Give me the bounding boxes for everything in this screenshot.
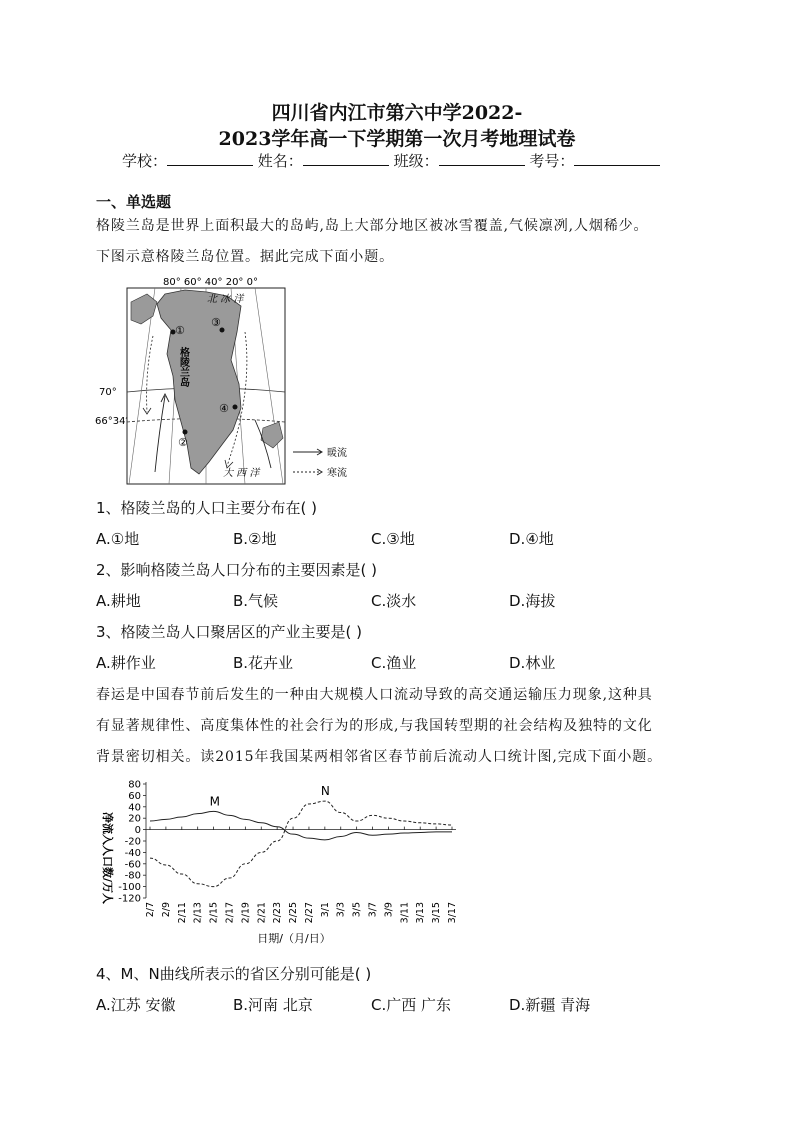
passage2-line2: 有显著规律性、高度集体性的社会行为的形成,与我国转型期的社会结构及独特的文化 — [96, 718, 653, 734]
lat-70-label: 70° — [99, 387, 117, 398]
greenland-map — [95, 272, 375, 488]
greenland-label: 格陵兰岛 — [177, 347, 189, 387]
y-tick-label: -100 — [118, 882, 141, 894]
y-tick-label: 20 — [128, 813, 141, 825]
q2-option-c[interactable]: C.淡水 — [371, 592, 417, 610]
q1-option-d[interactable]: D.④地 — [509, 530, 554, 548]
arctic-ocean-label: 北 冰 洋 — [207, 294, 244, 305]
y-tick-label: -120 — [118, 893, 141, 905]
passage2-line3: 背景密切相关。读2015年我国某两相邻省区春节前后流动人口统计图,完成下面小题。 — [96, 749, 663, 765]
x-tick-label: 2/7 — [145, 902, 156, 918]
q1-option-c[interactable]: C.③地 — [371, 530, 415, 548]
x-tick-label: 3/7 — [367, 902, 379, 918]
school-label: 学校： — [122, 152, 168, 170]
y-tick-label: 0 — [134, 825, 141, 837]
q3-option-d[interactable]: D.林业 — [509, 654, 556, 672]
q3-option-a[interactable]: A.耕作业 — [96, 654, 156, 672]
q2-option-b[interactable]: B.气候 — [233, 592, 279, 610]
x-tick-label: 3/13 — [415, 902, 427, 924]
question-3-stem: 3、格陵兰岛人口聚居区的产业主要是( ) — [96, 623, 363, 641]
y-tick-label: 80 — [128, 779, 141, 791]
map-longitude-labels: 80° 60° 40° 20° 0° — [163, 277, 258, 288]
x-tick-label: 2/17 — [224, 902, 236, 924]
question-1-stem: 1、格陵兰岛的人口主要分布在( ) — [96, 499, 318, 517]
x-tick-label: 2/13 — [192, 902, 204, 924]
series-line-m — [150, 811, 452, 840]
question-2-stem: 2、影响格陵兰岛人口分布的主要因素是( ) — [96, 561, 378, 579]
marker-4: ④ — [219, 402, 229, 415]
x-tick-label: 3/9 — [383, 902, 395, 918]
x-tick-label: 3/11 — [399, 902, 411, 924]
x-tick-label: 3/3 — [335, 902, 347, 918]
name-blank[interactable] — [303, 151, 389, 166]
exam-title-line1: 四川省内江市第六中学2022- — [271, 102, 523, 124]
q4-option-a[interactable]: A.江苏 安徽 — [96, 996, 176, 1014]
q1-option-b[interactable]: B.②地 — [233, 530, 277, 548]
x-tick-label: 3/1 — [319, 902, 331, 918]
q4-option-b[interactable]: B.河南 北京 — [233, 996, 313, 1014]
passage2-line1: 春运是中国春节前后发生的一种由大规模人口流动导致的高交通运输压力现象,这种具 — [96, 687, 653, 703]
marker-dot-2 — [183, 430, 188, 435]
y-tick-label: 60 — [128, 790, 141, 802]
x-tick-label: 2/9 — [160, 902, 172, 918]
x-tick-label: 2/23 — [272, 902, 284, 924]
class-label: 班级： — [393, 152, 439, 170]
name-label: 姓名： — [257, 152, 303, 170]
q4-option-d[interactable]: D.新疆 青海 — [509, 996, 591, 1014]
x-tick-label: 2/25 — [288, 902, 300, 924]
legend-warm-label: 暖流 — [327, 448, 347, 459]
exam-title-line2: 2023学年高一下学期第一次月考地理试卷 — [218, 128, 576, 150]
marker-1: ① — [175, 324, 185, 337]
passage1-line2: 下图示意格陵兰岛位置。据此完成下面小题。 — [96, 249, 394, 265]
q3-option-b[interactable]: B.花卉业 — [233, 654, 294, 672]
x-tick-label: 2/11 — [176, 902, 188, 924]
marker-dot-4 — [233, 405, 238, 410]
marker-2: ② — [178, 436, 188, 449]
passage1-line1: 格陵兰岛是世界上面积最大的岛屿,岛上大部分地区被冰雪覆盖,气候凛冽,人烟稀少。 — [96, 218, 649, 234]
y-tick-label: 40 — [128, 802, 141, 814]
atlantic-ocean-label: 大 西 洋 — [223, 468, 260, 479]
exam-no-label: 考号： — [529, 152, 575, 170]
y-tick-label: -20 — [124, 836, 141, 848]
chart-x-axis-label: 日期/（月/日） — [257, 932, 331, 945]
y-tick-label: -60 — [124, 859, 141, 871]
series-label-m: M — [209, 794, 220, 809]
student-info-line — [122, 150, 660, 171]
series-label-n: N — [320, 784, 330, 799]
q2-option-a[interactable]: A.耕地 — [96, 592, 141, 610]
q4-option-c[interactable]: C.广西 广东 — [371, 996, 452, 1014]
exam-no-blank[interactable] — [574, 151, 660, 166]
marker-3: ③ — [211, 316, 221, 329]
migration-line-chart — [92, 776, 472, 948]
class-blank[interactable] — [439, 151, 525, 166]
section-heading: 一、单选题 — [96, 193, 172, 211]
y-tick-label: -40 — [124, 847, 141, 859]
q1-option-a[interactable]: A.①地 — [96, 530, 140, 548]
legend-cold-label: 寒流 — [327, 468, 347, 479]
x-tick-label: 2/15 — [208, 902, 220, 924]
x-tick-label: 3/17 — [447, 902, 458, 924]
y-tick-label: -80 — [124, 870, 141, 882]
chart-y-axis-label: 净流入人口数/万人 — [101, 811, 114, 905]
x-tick-label: 2/21 — [256, 902, 268, 924]
q3-option-c[interactable]: C.渔业 — [371, 654, 417, 672]
school-blank[interactable] — [167, 151, 253, 166]
x-tick-label: 3/15 — [431, 902, 443, 924]
x-tick-label: 3/5 — [351, 902, 363, 918]
q2-option-d[interactable]: D.海拔 — [509, 592, 556, 610]
x-tick-label: 2/19 — [240, 902, 252, 924]
lat-arctic-label: 66°34′ — [95, 416, 128, 427]
question-4-stem: 4、M、N曲线所表示的省区分别可能是( ) — [96, 965, 372, 983]
x-tick-label: 2/27 — [303, 902, 315, 924]
